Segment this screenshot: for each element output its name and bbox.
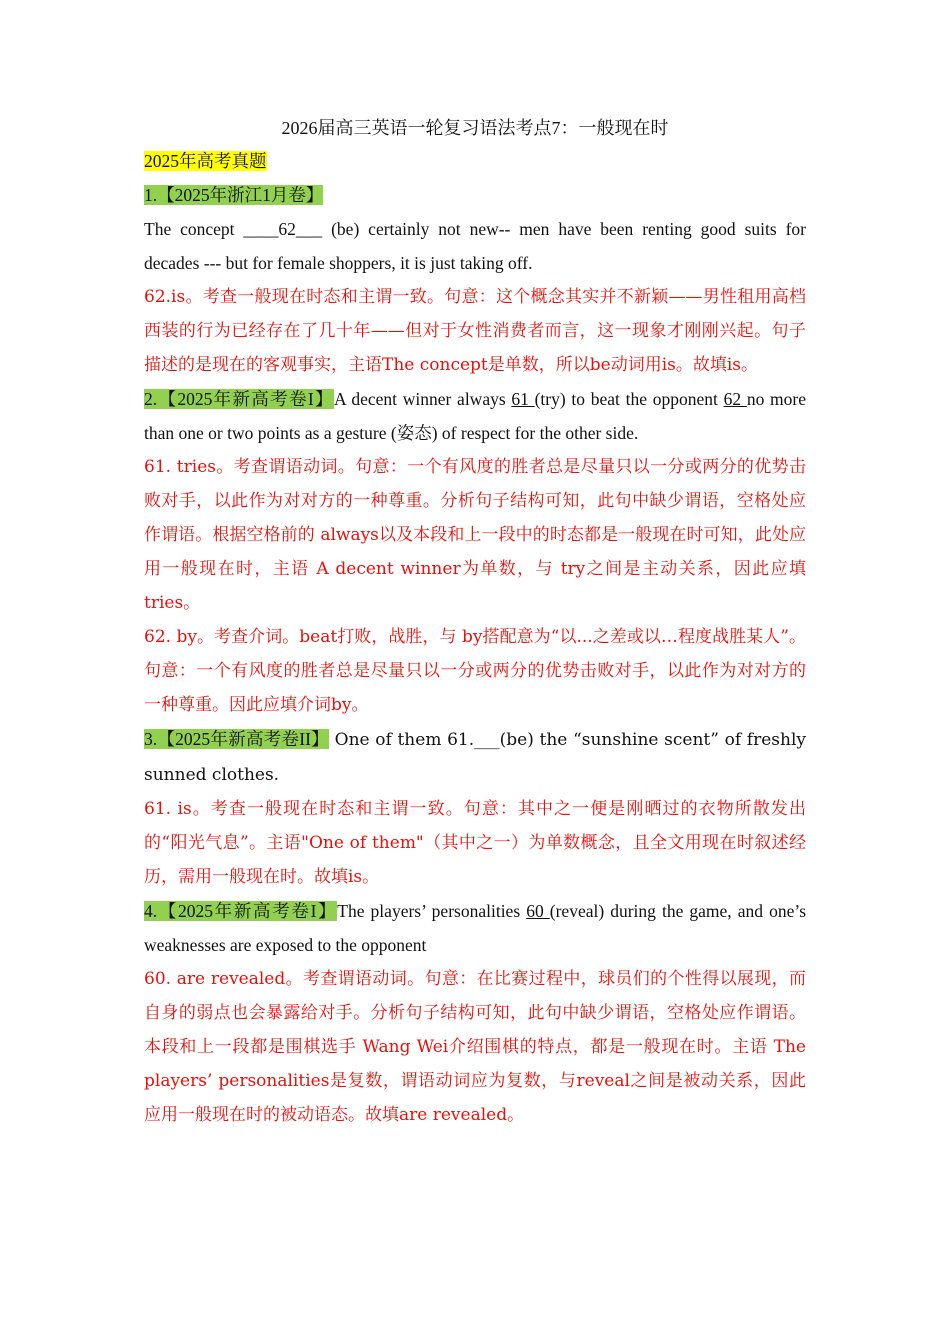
question-1-text: The concept ____62___ (be) certainly not new-- men have been renting good suits for decades --- but for female shoppers, it is just taking off.: [144, 219, 806, 273]
question-1-tag: 1.【2025年浙江1月卷】: [144, 185, 324, 205]
question-4-text-a: The players’ personalities: [337, 901, 527, 921]
question-3-text: One of them 61.___(be) the “sunshine scent” of freshly sunned clothes.: [144, 730, 806, 785]
question-2: [144, 382, 806, 450]
question-4-tag: 4.【2025年新高考卷I】: [144, 901, 338, 921]
question-3: [144, 722, 806, 792]
question-2-text-c: no more than one or two points as a gesture (姿态) of respect for the other side.: [144, 389, 807, 443]
question-4-blank-60: 60: [526, 901, 550, 921]
document-title: 2026届高三英语一轮复习语法考点7：一般现在时: [281, 118, 669, 138]
question-4-text-b: (reveal) during the game, and one’s weaknesses are exposed to the opponent: [144, 901, 807, 955]
question-3-tag: 3.【2025年新高考卷II】: [144, 729, 329, 749]
question-4-answer: 60. are revealed。考查谓语动词。句意：在比赛过程中，球员们的个性得以展现，而自身的弱点也会暴露给对手。分析句子结构可知，此句中缺少谓语，空格处应作谓语。本段和上一段都是围棋选手 Wang Wei介绍围棋的特点，都是一般现在时。主语 The players’ personalities是复数，谓语动词应为复数，与reveal之间是被动关系，因此应用一般现在时的被动语态。故填are revealed。: [144, 969, 806, 1125]
section-heading: 2025年高考真题: [144, 151, 267, 171]
question-2-answer-61: 61. tries。考查谓语动词。句意：一个有风度的胜者总是尽量只以一分或两分的优势击败对手，以此作为对对方的一种尊重。分析句子结构可知，此句中缺少谓语，空格处应作谓语。根据空格前的 always以及本段和上一段中的时态都是一般现在时可知，此处应用一般现在时，主语 A decent winner为单数，与 try之间是主动关系，因此应填 tries。: [144, 457, 806, 613]
question-1-answer: 62.is。考查一般现在时态和主谓一致。句意：这个概念其实并不新颖——男性租用高档西装的行为已经存在了几十年——但对于女性消费者而言，这一现象才刚刚兴起。句子描述的是现在的客观事实，主语The concept是单数，所以be动词用is。故填is。: [144, 287, 806, 375]
question-2-text-b: (try) to beat the opponent: [534, 389, 724, 409]
question-2-text-a: A decent winner always: [333, 389, 512, 409]
question-2-blank-61: 61: [511, 389, 535, 409]
question-2-blank-62: 62: [723, 389, 747, 409]
question-4: [144, 894, 806, 962]
question-3-answer: 61. is。考查一般现在时态和主谓一致。句意：其中之一便是刚晒过的衣物所散发出的“阳光气息”。主语"One of them"（其中之一）为单数概念，且全文用现在时叙述经历，需用一般现在时。故填is。: [144, 799, 806, 887]
document-body: [144, 144, 806, 1132]
question-2-answer-62: 62. by。考查介词。beat打败，战胜，与 by搭配意为“以...之差或以…程度战胜某人”。句意：一个有风度的胜者总是尽量只以一分或两分的优势击败对手，以此作为对对方的一种尊重。因此应填介词by。: [144, 627, 806, 715]
question-2-tag: 2.【2025年新高考卷I】: [144, 389, 334, 409]
